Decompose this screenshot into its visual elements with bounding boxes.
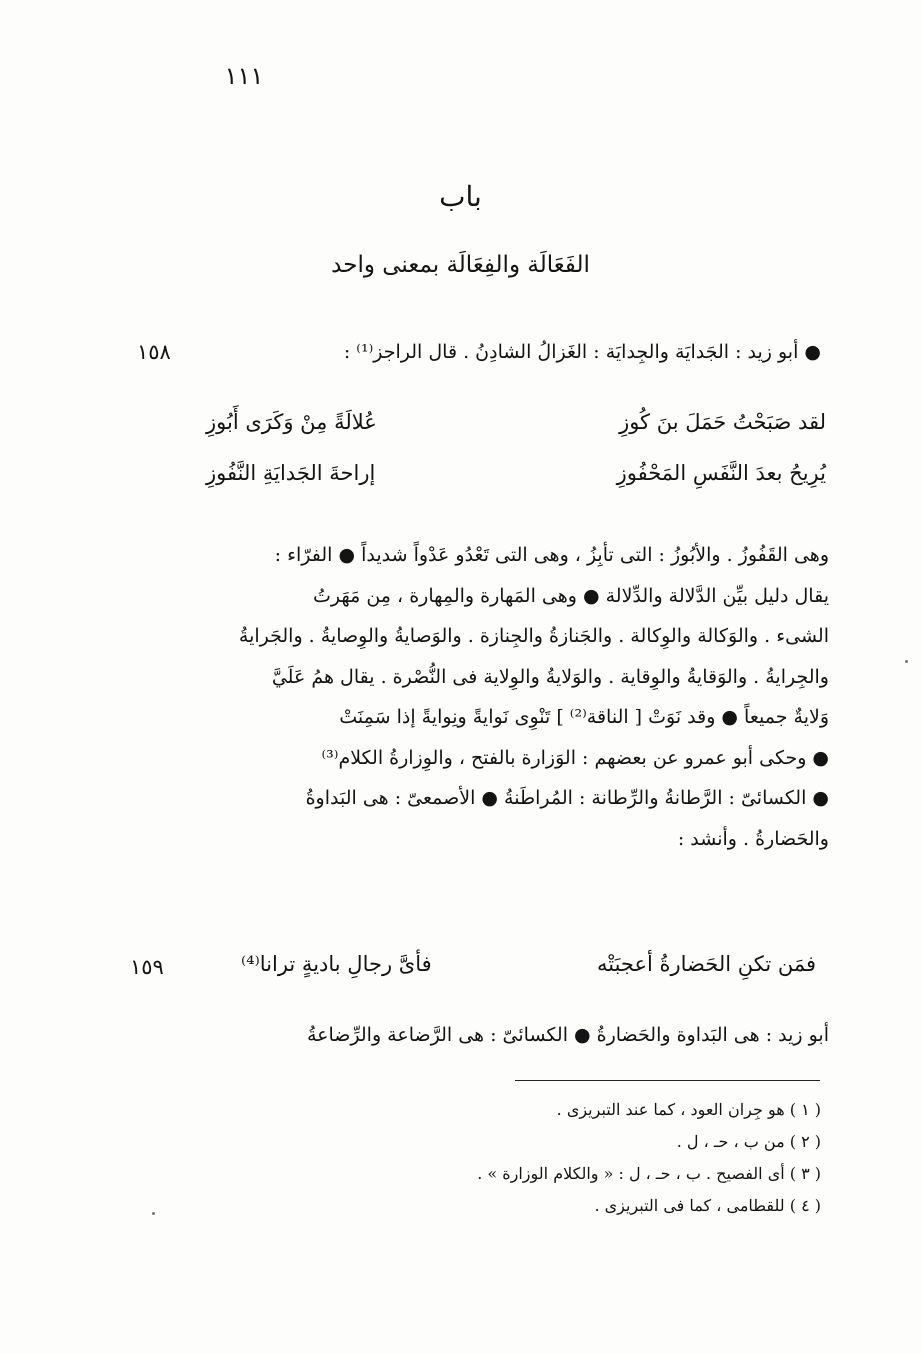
paragraph-line: ● الكسائىّ : الرَّطانةُ والرِّطانة : المُراطَنةُ ● الأصمعىّ : هى البَداوةُ xyxy=(305,787,829,809)
margin-entry-number: ١٥٩ xyxy=(130,955,164,979)
footnote: ( ٣ ) أى الفصيح . ب ، حـ ، ل : « والكلام الوزارة » . xyxy=(477,1164,821,1183)
scan-speck xyxy=(905,660,908,663)
footnote: ( ١ ) هو جِران العود ، كما عند التبريزى . xyxy=(556,1100,821,1119)
verse-hemistich: فأىَّ رجالِ باديةٍ ترانا⁽⁴⁾ xyxy=(241,952,432,976)
verse-line xyxy=(206,410,826,434)
entry-line: ● أبو زيد : الجَدايَة والجِدايَة : الغَزالُ الشادِنُ . قال الراجز⁽¹⁾ : xyxy=(343,341,821,363)
paragraph-line: والحَضارةُ . وأنشد : xyxy=(677,827,829,850)
footnote: ( ٢ ) من ب ، حـ ، ل . xyxy=(676,1132,821,1151)
paragraph-line: وهى القَفُوزُ . والأبُوزُ : التى تأبِزُ ، وهى التى تَعْدُو عَدْواً شديداً ● الفرّاء : xyxy=(274,544,829,566)
paragraph-line: وَلايةٌ جميعاً ● وقد نَوَتْ [ الناقة⁽²⁾ ] تَنْوِى نَوايةً ونِوايةً إذا سَمِنَتْ xyxy=(339,706,829,728)
entry-line: أبو زيد : هى البَداوة والحَضارةُ ● الكسائىّ : هى الرَّضاعة والرِّضاعةُ xyxy=(306,1024,829,1046)
page-number: ١١١ xyxy=(224,62,264,90)
margin-entry-number: ١٥٨ xyxy=(137,340,171,364)
paragraph-line: والجِرايةُ . والوَقايةُ والوِقاية . والوَلايةُ والوِلاية فى النُّصْرة . يقال همُ عَلَيَّ xyxy=(271,665,829,688)
verse-hemistich: يُرِيحُ بعدَ النَّفَسِ المَحْفُوزِ xyxy=(616,461,826,485)
scan-speck xyxy=(152,1212,155,1215)
verse-line xyxy=(241,952,816,976)
footnote: ( ٤ ) للقطامى ، كما فى التبريزى . xyxy=(594,1196,821,1215)
paragraph-line: يقال دليل بيِّن الدَّلالة والدِّلالة ● وهى المَهارة والمِهارة ، مِن مَهَرتُ xyxy=(313,584,829,607)
verse-hemistich: لقد صَبَحْتُ حَمَلَ بنَ كُوزِ xyxy=(619,410,826,434)
footnotes xyxy=(261,1094,821,1222)
footnote-divider xyxy=(515,1080,820,1081)
verse-line xyxy=(206,461,826,485)
chapter-title: باب xyxy=(439,180,482,213)
paragraph-line: ● وحكى أبو عمرو عن بعضهم : الوَزارة بالفتح ، والوِزارةُ الكلام⁽³⁾ xyxy=(321,746,829,769)
verse-hemistich: فمَن تكنِ الحَضارةُ أعجبَتْه xyxy=(596,952,816,976)
chapter-subtitle: الفَعَالَة والفِعَالَة بمعنى واحد xyxy=(331,252,590,278)
verse-hemistich: عُلالَةً مِنْ وَكَرَى أَبُوزِ xyxy=(206,410,377,434)
paragraph-line: الشىء . والوَكالة والوِكالة . والجَنازةُ والجِنازة . والوَصايةُ والوِصايةُ . والجَرايةُ xyxy=(238,625,829,647)
body-paragraph xyxy=(94,535,829,859)
verse-hemistich: إراحةَ الجَدايَةِ النَّفُوزِ xyxy=(206,461,376,485)
